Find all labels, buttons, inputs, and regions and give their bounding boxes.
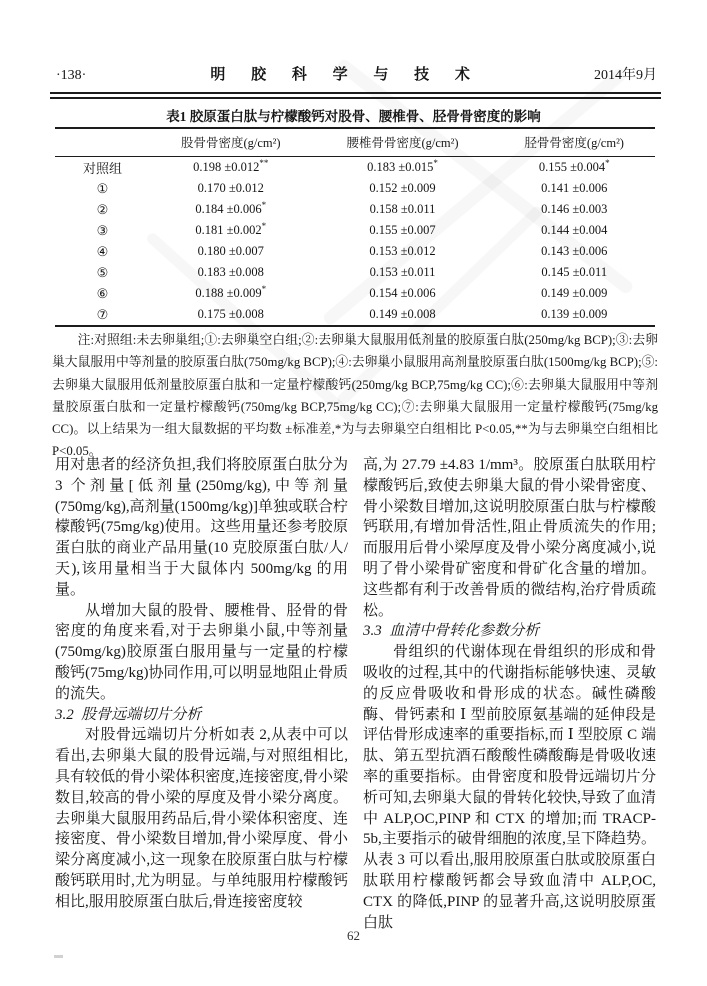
table-column-header <box>55 128 150 157</box>
paragraph: 骨组织的代谢体现在骨组织的形成和骨吸收的过程,其中的代谢指标能够快速、灵敏的反应骨吸收和骨形成的状态。碱性磷酸酶、骨钙素和 Ⅰ 型前胶原氨基端的延伸段是评估骨形成速率的重要指标,而 Ⅰ 型胶原 C 端肽、第五型抗酒石酸酸性磷酸酶是骨吸收速率的重要指标。由骨密度和股骨远端切片分析可知,去卵巢大鼠的骨转化较快,导致了血清中 ALP,OC,PINP 和 CTX 的增加;而 TRACP-5b,主要指示的破骨细胞的浓度,呈下降趋势。从表 3 可以看出,服用胶原蛋白肽或胶原蛋白肽联用柠檬酸钙都会导致血清中 ALP,OC, CTX 的降低,PINP 的显著升高,这说明胶原蛋白肽 <box>363 644 656 931</box>
table-cell: 0.170 ±0.012 <box>197 181 264 195</box>
row-label: ③ <box>96 222 109 238</box>
table-cell: 0.143 ±0.006 <box>541 244 608 258</box>
significance-marker: * <box>261 283 267 294</box>
table-cell: 0.183 ±0.008 <box>197 265 264 279</box>
section-heading-3-2: 3.2 股骨远端切片分析 <box>55 706 202 723</box>
table-cell: 0.188 ±0.009* <box>195 283 267 300</box>
table-cell: 0.158 ±0.011 <box>369 202 436 216</box>
paragraph: 从增加大鼠的股骨、腰椎骨、胫骨的骨密度的角度来看,对于去卵巢小鼠,中等剂量(750mg/kg)胶原蛋白服用量与一定量的柠檬酸钙(75mg/kg)协同作用,可以明显地阻止骨质的流失。 <box>55 602 348 702</box>
table-column-header: 股骨骨密度(g/cm²) <box>150 128 312 157</box>
table-column-header: 腰椎骨骨密度(g/cm²) <box>312 128 494 157</box>
paragraph: 对股骨远端切片分析如表 2,从表中可以看出,去卵巢大鼠的股骨远端,与对照组相比,具有较低的骨小梁体积密度,连接密度,骨小梁数目,较高的骨小梁的厚度及骨小梁分离度。去卵巢大鼠服用药品后,骨小梁体积密度、连接密度、骨小梁数目增加,骨小梁厚度、骨小梁分离度减小,这一现象在胶原蛋白肽与柠檬酸钙联用时,尤为明显。与单纯服用柠檬酸钙相比,服用胶原蛋白肽后,骨连接密度较 <box>55 727 348 910</box>
table-row <box>55 241 655 262</box>
scan-artifact-dash <box>54 955 63 958</box>
row-label: 对照组 <box>82 161 122 176</box>
significance-marker: * <box>605 157 610 168</box>
paragraph: 高,为 27.79 ±4.83 1/mm³。胶原蛋白肽联用柠檬酸钙后,致使去卵巢大鼠的骨小梁骨密度、骨小梁数目增加,这说明胶原蛋白肽与柠檬酸钙联用,有增加骨活性,阻止骨质流失的作用;而服用后骨小梁厚度及骨小梁分离度减小,说明了骨小梁骨矿密度和骨矿化含量的增加。这些都有利于改善骨质的微结构,治疗骨质疏松。 <box>363 457 656 619</box>
table-cell: 0.184 ±0.006* <box>195 199 267 216</box>
table-row <box>55 283 655 304</box>
section-heading-3-3: 3.3 血清中骨转化参数分析 <box>363 623 540 640</box>
table-cell: 0.146 ±0.003 <box>541 202 608 216</box>
bone-density-table <box>55 127 655 327</box>
table-caption: 表1 胶原蛋白肽与柠檬酸钙对股骨、腰椎骨、胫骨骨密度的影响 <box>166 109 541 124</box>
table-cell: 0.139 ±0.009 <box>541 307 608 321</box>
row-label: ⑤ <box>96 264 109 280</box>
table-row <box>55 304 655 326</box>
table-cell: 0.144 ±0.004 <box>541 223 608 237</box>
table-cell: 0.155 ±0.007 <box>369 223 436 237</box>
significance-marker: * <box>261 220 267 231</box>
table-body <box>55 157 655 327</box>
table-row <box>55 178 655 199</box>
table-row <box>55 157 655 179</box>
row-label: ⑦ <box>96 306 109 322</box>
table-cell: 0.141 ±0.006 <box>541 181 608 195</box>
right-column <box>363 455 656 933</box>
issue-date: 2014年9月 <box>594 68 657 83</box>
table-cell: 0.155 ±0.004* <box>538 157 610 174</box>
page-label: ·138· <box>56 68 87 83</box>
table-cell: 0.175 ±0.008 <box>197 307 264 321</box>
page-number: 62 <box>347 928 360 943</box>
journal-title: 明 胶 科 学 与 技 术 <box>210 67 481 83</box>
table-row <box>55 199 655 220</box>
table-cell: 0.149 ±0.008 <box>369 307 436 321</box>
table-cell: 0.183 ±0.015* <box>367 157 438 174</box>
table-row <box>55 220 655 241</box>
table-cell: 0.180 ±0.007 <box>197 244 264 258</box>
row-label: ④ <box>96 243 109 259</box>
table-note: 注:对照组:未去卵巢组;①:去卵巢空白组;②:去卵巢大鼠服用低剂量的胶原蛋白肽(250mg/kg BCP);③:去卵巢大鼠服用中等剂量的胶原蛋白肽(750mg/kg BCP);④:去卵巢小鼠服用高剂量胶原蛋白肽(1500mg/kg BCP);⑤:去卵巢大鼠服用低剂量胶原蛋白肽和一定量柠檬酸钙(250mg/kg BCP,75mg/kg CC);⑥:去卵巢大鼠服用中等剂量胶原蛋白肽和一定量柠檬酸钙(750mg/kg BCP,75mg/kg CC);⑦:去卵巢大鼠服用一定量柠檬酸钙(75mg/kg CC)。以上结果为一组大鼠数据的平均数 ±标准差,*为与去卵巢空白组相比 P<0.05,**为与去卵巢空白组相比 P<0.05。 <box>52 333 658 459</box>
row-label: ⑥ <box>96 285 109 301</box>
row-label: ② <box>96 201 109 217</box>
table-cell: 0.154 ±0.006 <box>369 286 436 300</box>
significance-marker: * <box>261 199 267 210</box>
header-rule <box>50 92 661 99</box>
table-cell: 0.152 ±0.009 <box>369 181 436 195</box>
table-cell: 0.145 ±0.011 <box>541 265 608 279</box>
table-row <box>55 262 655 283</box>
table-column-header: 胫骨骨密度(g/cm²) <box>493 128 655 157</box>
article-body <box>55 455 656 933</box>
left-column <box>55 455 348 933</box>
table-header <box>55 128 655 157</box>
table-cell: 0.153 ±0.012 <box>369 244 436 258</box>
table-cell: 0.198 ±0.012** <box>193 157 269 174</box>
table-cell: 0.181 ±0.002* <box>195 220 267 237</box>
running-head <box>56 63 657 84</box>
row-label: ① <box>96 180 109 196</box>
significance-marker: * <box>433 157 438 168</box>
paragraph: 用对患者的经济负担,我们将胶原蛋白肽分为3 个剂量[低剂量(250mg/kg),中等剂量(750mg/kg),高剂量(1500mg/kg)]单独或联合柠檬酸钙(75mg/kg)使用。这些用量还参考胶原蛋白肽的商业产品用量(10 克胶原蛋白肽/人/天),该用量相当于大鼠体内 500mg/kg 的用量。 <box>55 457 348 598</box>
table-cell: 0.149 ±0.009 <box>541 286 608 300</box>
table-cell: 0.153 ±0.011 <box>369 265 436 279</box>
significance-marker: ** <box>259 157 269 168</box>
